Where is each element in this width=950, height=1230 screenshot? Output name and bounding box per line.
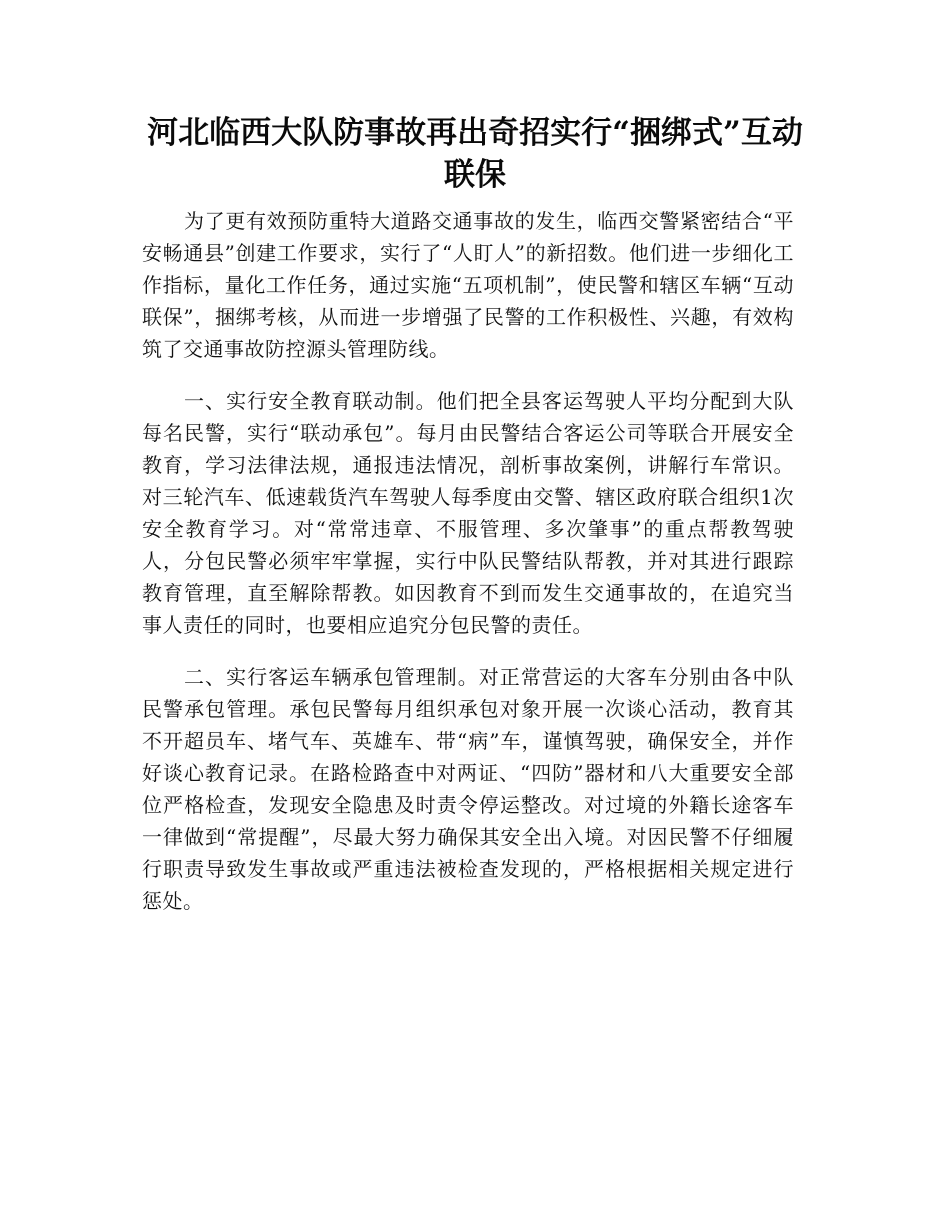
paragraph-section-2: 二、实行客运车辆承包管理制。对正常营运的大客车分别由各中队民警承包管理。承包民警每月组织承包对象开展一次谈心活动，教育其不开超员车、堵气车、英雄车、带“病”车，谨慎驾驶，确保安全，并作好谈心教育记录。在路检路查中对两证、“四防”器材和八大重要安全部位严格检查，发现安全隐患及时责令停运整改。对过境的外籍长途客车一律做到“常提醒”，尽最大努力确保其安全出入境。对因民警不仔细履行职责导致发生事故或严重违法被检查发现的，严格根据相关规定进行惩处。 [142,665,794,913]
paragraph-intro: 为了更有效预防重特大道路交通事故的发生，临西交警紧密结合“平安畅通县”创建工作要求，实行了“人盯人”的新招数。他们进一步细化工作指标，量化工作任务，通过实施“五项机制”，使民警和辖区车辆“互动联保”，捆绑考核，从而进一步增强了民警的工作积极性、兴趣，有效构筑了交通事故防控源头管理防线。 [142,209,794,361]
paragraph-section-1: 一、实行安全教育联动制。他们把全县客运驾驶人平均分配到大队每名民警，实行“联动承包”。每月由民警结合客运公司等联合开展安全教育，学习法律法规，通报违法情况，剖析事故案例，讲解行车常识。对三轮汽车、低速载货汽车驾驶人每季度由交警、辖区政府联合组织1次安全教育学习。对“常常违章、不服管理、多次肇事”的重点帮教驾驶人，分包民警必须牢牢掌握，实行中队民警结队帮教，并对其进行跟踪教育管理，直至解除帮教。如因教育不到而发生交通事故的，在追究当事人责任的同时，也要相应追究分包民警的责任。 [142,389,794,637]
page-title: 河北临西大队防事故再出奇招实行“捆绑式”互动联保 [147,115,803,193]
document-body [142,205,794,937]
